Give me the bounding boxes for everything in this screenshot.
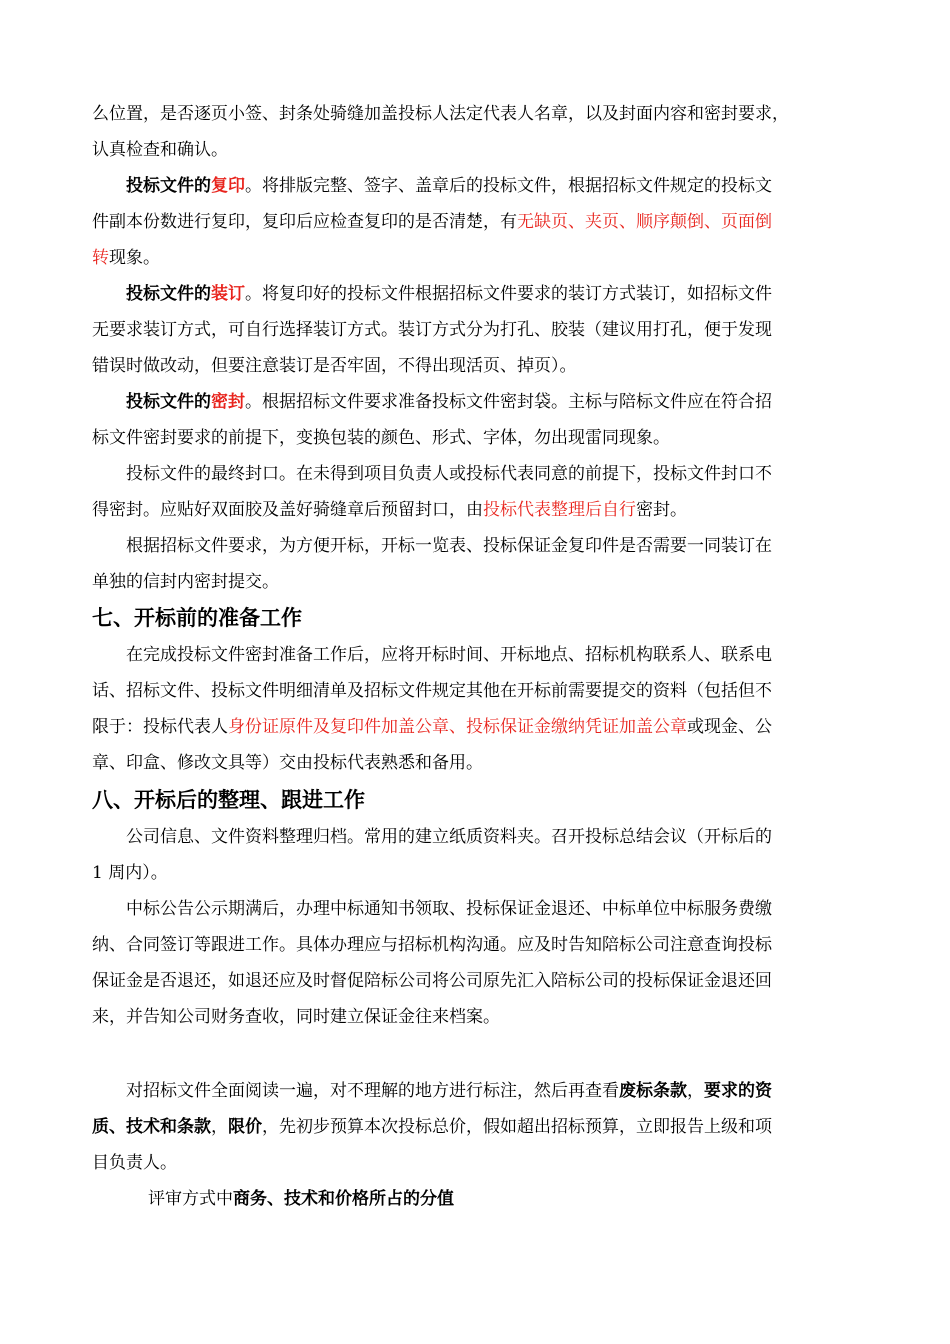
- bold-text: 废标条款: [619, 1081, 687, 1101]
- paragraph-check-seal: [92, 96, 862, 168]
- text-span: 评审方式中: [148, 1189, 233, 1209]
- paragraph-scoring: [148, 1181, 918, 1217]
- text-line: [148, 1181, 918, 1217]
- bold-text: 限价: [228, 1117, 262, 1137]
- text-span: 或现金、公: [687, 717, 772, 737]
- bold-text: 商务、技术和价格所占的分值: [233, 1189, 454, 1209]
- text-line: [92, 276, 862, 312]
- paragraph-copy: [92, 168, 862, 276]
- text-line: 认真检查和确认。: [92, 140, 228, 160]
- text-span: 对招标文件全面阅读一遍，对不理解的地方进行标注，然后再查看: [126, 1081, 619, 1101]
- text-line: 错误时做改动，但要注意装订是否牢固，不得出现活页、掉页）。: [92, 356, 577, 376]
- bold-lead: 投标文件的: [126, 176, 211, 196]
- paragraph-review: [92, 1073, 862, 1181]
- paragraph-follow-up: [92, 891, 862, 1035]
- bold-lead: 投标文件的: [126, 284, 211, 304]
- text-line: 中标公告公示期满后，办理中标通知书领取、投标保证金退还、中标单位中标服务费缴: [126, 899, 772, 919]
- text-line: 在完成投标文件密封准备工作后，应将开标时间、开标地点、招标机构联系人、联系电: [126, 645, 772, 665]
- text-line: 1 周内）。: [92, 863, 168, 883]
- text-line: 来，并告知公司财务查收，同时建立保证金往来档案。: [92, 1007, 500, 1027]
- paragraph-final-seal: [92, 456, 862, 528]
- text-line: 投标文件的最终封口。在未得到项目负责人或投标代表同意的前提下，投标文件封口不: [126, 464, 772, 484]
- red-text: 身份证原件及复印件加盖公章: [228, 717, 449, 737]
- text-line: [92, 384, 862, 420]
- text-span: 。根据招标文件要求准备投标文件密封袋。主标与陪标文件应在符合招: [245, 392, 772, 412]
- text-line: 保证金是否退还，如退还应及时督促陪标公司将公司原先汇入陪标公司的投标保证金退还回: [92, 971, 772, 991]
- text-span: 密封。: [636, 500, 687, 520]
- paragraph-sealing: [92, 384, 862, 456]
- red-keyword: 密封: [211, 392, 245, 412]
- text-line: [92, 204, 862, 240]
- text-span: 件副本份数进行复印，复印后应检查复印的是否清楚，有: [92, 212, 517, 232]
- paragraph-envelope: [92, 528, 862, 600]
- text-line: [92, 709, 862, 745]
- red-text: 无缺页、夹页、顺序颠倒、页面倒: [517, 212, 772, 232]
- text-span: 限于：投标代表人: [92, 717, 228, 737]
- text-line: [92, 1109, 862, 1145]
- text-line: 目负责人。: [92, 1153, 177, 1173]
- text-line: 么位置，是否逐页小签、封条处骑缝加盖投标人法定代表人名章，以及封面内容和密封要求，: [92, 104, 789, 124]
- text-span: ，: [687, 1081, 704, 1101]
- text-span: 现象。: [109, 248, 160, 268]
- text-line: 话、招标文件、投标文件明细清单及招标文件规定其他在开标前需要提交的资料（包括但不: [92, 681, 772, 701]
- red-text: 、: [449, 717, 466, 737]
- section-heading: 七、开标前的准备工作: [92, 606, 302, 630]
- paragraph-pre-opening: [92, 637, 862, 781]
- text-line: 无要求装订方式，可自行选择装订方式。装订方式分为打孔、胶装（建议用打孔，便于发现: [92, 320, 772, 340]
- text-span: 得密封。应贴好双面胶及盖好骑缝章后预留封口，由: [92, 500, 483, 520]
- text-span: ，先初步预算本次投标总价，假如超出招标预算，立即报告上级和项: [262, 1117, 772, 1137]
- section-heading: 八、开标后的整理、跟进工作: [92, 788, 365, 812]
- paragraph-archive: [92, 819, 862, 891]
- red-keyword: 装订: [211, 284, 245, 304]
- text-span: 。将排版完整、签字、盖章后的投标文件，根据招标文件规定的投标文: [245, 176, 772, 196]
- text-span: 。将复印好的投标文件根据招标文件要求的装订方式装订，如招标文件: [245, 284, 772, 304]
- text-line: [92, 492, 862, 528]
- text-line: 公司信息、文件资料整理归档。常用的建立纸质资料夹。召开投标总结会议（开标后的: [126, 827, 772, 847]
- bold-text: 要求的资: [704, 1081, 772, 1101]
- text-line: 章、印盒、修改文具等）交由投标代表熟悉和备用。: [92, 753, 483, 773]
- red-text: 投标代表整理后自行: [483, 500, 636, 520]
- bold-lead: 投标文件的: [126, 392, 211, 412]
- text-line: 标文件密封要求的前提下，变换包装的颜色、形式、字体，勿出现雷同现象。: [92, 428, 670, 448]
- red-text: 转: [92, 248, 109, 268]
- text-line: 根据招标文件要求，为方便开标，开标一览表、投标保证金复印件是否需要一同装订在: [126, 536, 772, 556]
- text-line: 纳、合同签订等跟进工作。具体办理应与招标机构沟通。应及时告知陪标公司注意查询投标: [92, 935, 772, 955]
- bold-text: 质、技术和条款: [92, 1117, 211, 1137]
- text-line: [92, 168, 862, 204]
- red-keyword: 复印: [211, 176, 245, 196]
- text-span: ，: [211, 1117, 228, 1137]
- red-text: 投标保证金缴纳凭证加盖公章: [466, 717, 687, 737]
- text-line: [92, 240, 862, 276]
- text-line: [92, 1073, 862, 1109]
- paragraph-binding: [92, 276, 862, 384]
- text-line: 单独的信封内密封提交。: [92, 572, 279, 592]
